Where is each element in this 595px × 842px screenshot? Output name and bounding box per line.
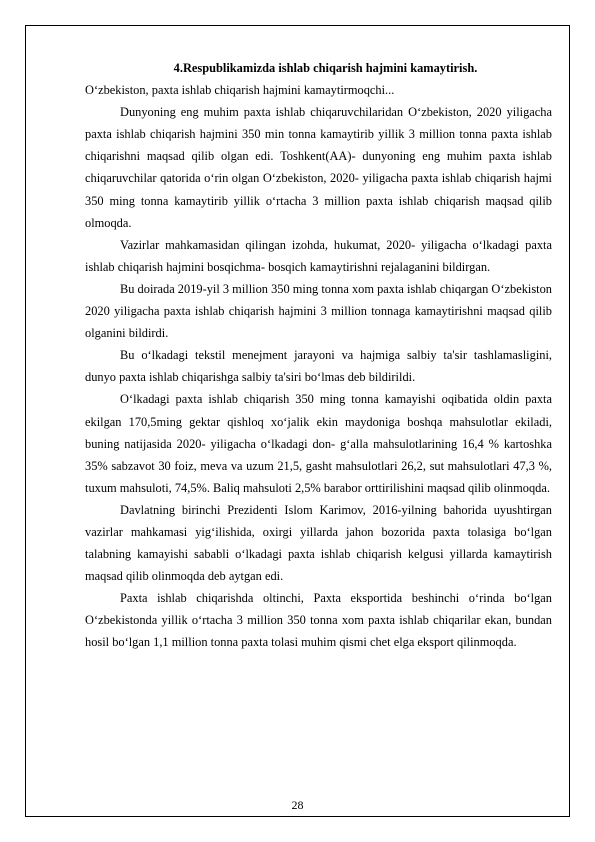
section-heading: 4.Respublikamizda ishlab chiqarish hajmini kamaytirish. bbox=[173, 61, 478, 75]
paragraph-3: Bu doirada 2019-yil 3 million 350 ming tonna xom paxta ishlab chiqargan O‘zbekiston 2020 yiligacha paxta ishlab chiqarish hajmini 3 million tonnaga kamaytirishni maqsad qilib olganini bildirdi. bbox=[85, 281, 552, 341]
paragraph-5: O‘lkadagi paxta ishlab chiqarish 350 ming tonna kamayishi oqibatida oldin paxta ekilgan 170,5ming gektar qishloq xo‘jalik ekin maydoniga boshqa mahsulotlar ekiladi, buning natijasida 2020- yiligacha o‘lkadagi don- g‘alla mahsulotlarining 16,4 % kartoshka 35% sabzavot 30 foiz, meva va uzum 21,5, gasht mahsulotlari 26,2, sut mahsulotlari 47,3 %, tuxum mahsuloti, 74,5%. Baliq mahsuloti 2,5% barabor orttirilishini maqsad qilib olinmoqda. bbox=[85, 392, 552, 495]
page-number: 28 bbox=[291, 798, 304, 812]
paragraph-6: Davlatning birinchi Prezidenti Islom Karimov, 2016-yilning bahorida uyushtirgan vazirlar mahkamasi yig‘ilishida, oxirgi yillarda jahon bozorida paxta tolasiga bo‘lgan talabning kamayishi sababli o‘lkadagi paxta ishlab chiqarish kelgusi yillarda kamaytirish maqsad qilib olinmoqda deb aytgan edi. bbox=[85, 502, 552, 584]
paragraph-intro: O‘zbekiston, paxta ishlab chiqarish hajmini kamaytirmoqchi... bbox=[85, 83, 395, 98]
paragraph-4: Bu o‘lkadagi tekstil menejment jarayoni va hajmiga salbiy ta'sir tashlamasligini, dunyo paxta ishlab chiqarishga salbiy ta'siri bo‘lmas deb bildirildi. bbox=[85, 348, 552, 385]
paragraph-7: Paxta ishlab chiqarishda oltinchi, Paxta eksportida beshinchi o‘rinda bo‘lgan O‘zbekistonda yillik o‘rtacha 3 million 350 tonna xom paxta ishlab chiqarilar ekan, bundan hosil bo‘lgan 1,1 million tonna paxta tolasi muhim qismi chet elga eksport qilinmoqda. bbox=[85, 591, 552, 650]
document-body bbox=[85, 57, 552, 654]
paragraph-1: Dunyoning eng muhim paxta ishlab chiqaruvchilaridan O‘zbekiston, 2020 yiligacha paxta ishlab chiqarish hajmini 350 min tonna kamaytirib yillik 3 million tonna paxta ishlab chiqarishni maqsad qilib olgan edi. Toshkent(AA)- dunyoning eng muhim paxta ishlab chiqaruvchilar qatorida o‘rin olgan O‘zbekiston, 2020- yiligacha paxta ishlab chiqarish hajmi 350 ming tonna kamaytirib yillik o‘rtacha 3 million paxta ishlab chiqarish maqsad qilib olmoqda. bbox=[85, 105, 552, 230]
paragraph-2: Vazirlar mahkamasidan qilingan izohda, hukumat, 2020- yiligacha o‘lkadagi paxta ishlab chiqarish hajmini bosqichma- bosqich kamaytirishni rejalaganini bildirgan. bbox=[85, 237, 552, 274]
